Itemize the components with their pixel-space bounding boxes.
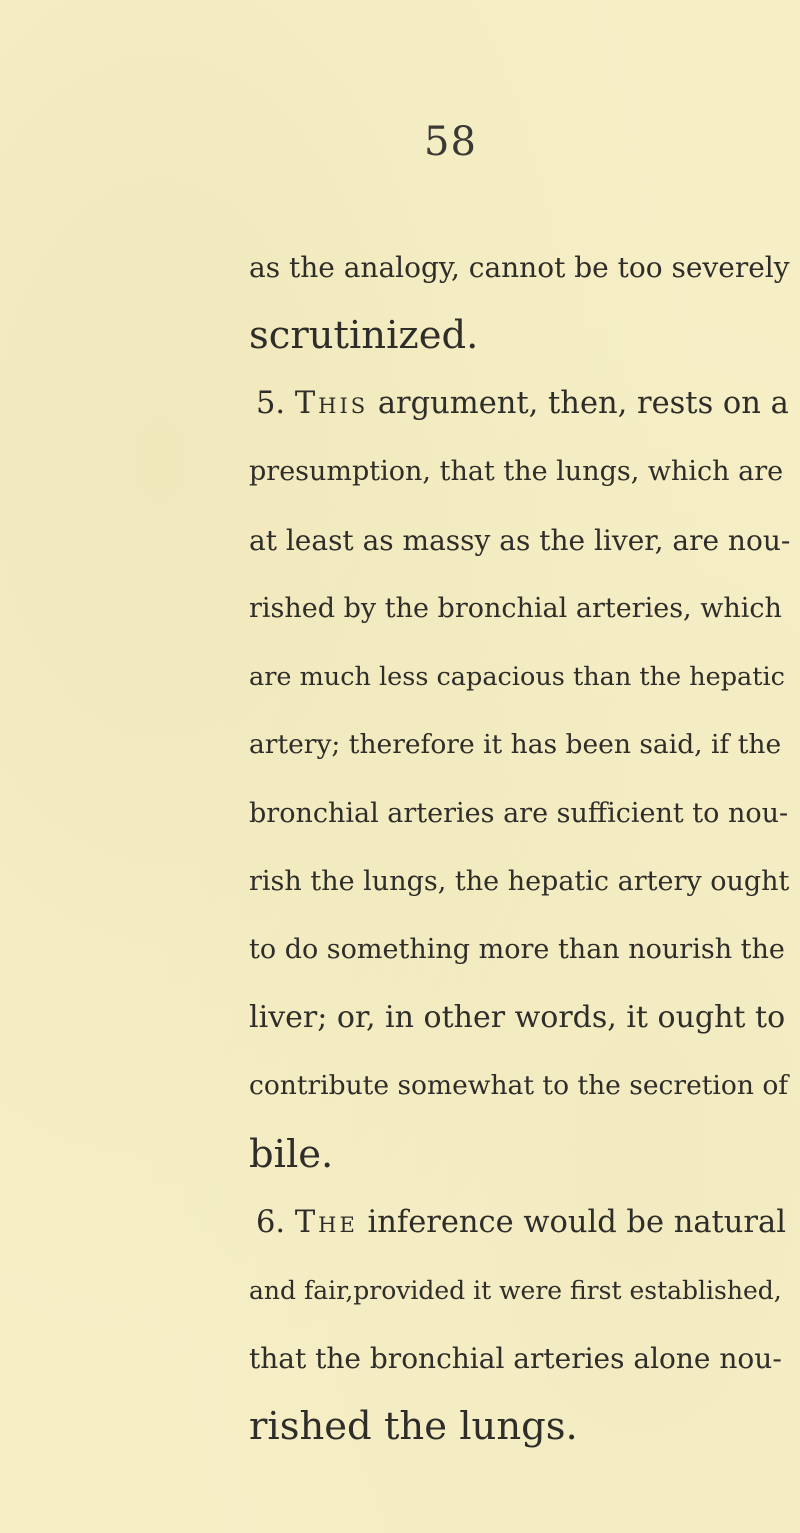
- text-line: scrutinized.: [249, 313, 479, 358]
- text-line: rished the lungs.: [249, 1404, 578, 1449]
- text-line: to do something more than nourish the: [249, 934, 785, 965]
- text-line: rish the lungs, the hepatic artery ought: [249, 866, 790, 897]
- text-line: that the bronchial arteries alone nou-: [249, 1342, 782, 1375]
- paragraph-line-rest: inference would be natural: [357, 1205, 786, 1240]
- page-number: 58: [424, 119, 477, 165]
- text-line: liver; or, in other words, it ought to: [249, 1000, 786, 1035]
- text-line: and fair,provided it were first established,: [249, 1276, 782, 1305]
- text-line: presumption, that the lungs, which are: [249, 456, 784, 487]
- text-line: bile.: [249, 1132, 334, 1177]
- paragraph-line-rest: argument, then, rests on a: [368, 386, 789, 421]
- paragraph-6-first-line: [256, 1201, 786, 1245]
- text-line: are much less capacious than the hepatic: [249, 662, 785, 692]
- paragraph-number: 5.: [256, 386, 286, 421]
- paragraph-lead-word: The: [294, 1205, 358, 1240]
- paragraph-number: 6.: [256, 1205, 286, 1240]
- paragraph-lead-word: This: [294, 386, 369, 421]
- text-line: bronchial arteries are sufficient to nou-: [249, 798, 789, 829]
- text-line: artery; therefore it has been said, if the: [249, 729, 782, 760]
- text-line: at least as massy as the liver, are nou-: [249, 524, 791, 557]
- paragraph-5-first-line: [256, 382, 789, 426]
- text-line: rished by the bronchial arteries, which: [249, 593, 782, 624]
- text-line: as the analogy, cannot be too severely: [249, 251, 790, 284]
- text-line: contribute somewhat to the secretion of: [249, 1070, 789, 1101]
